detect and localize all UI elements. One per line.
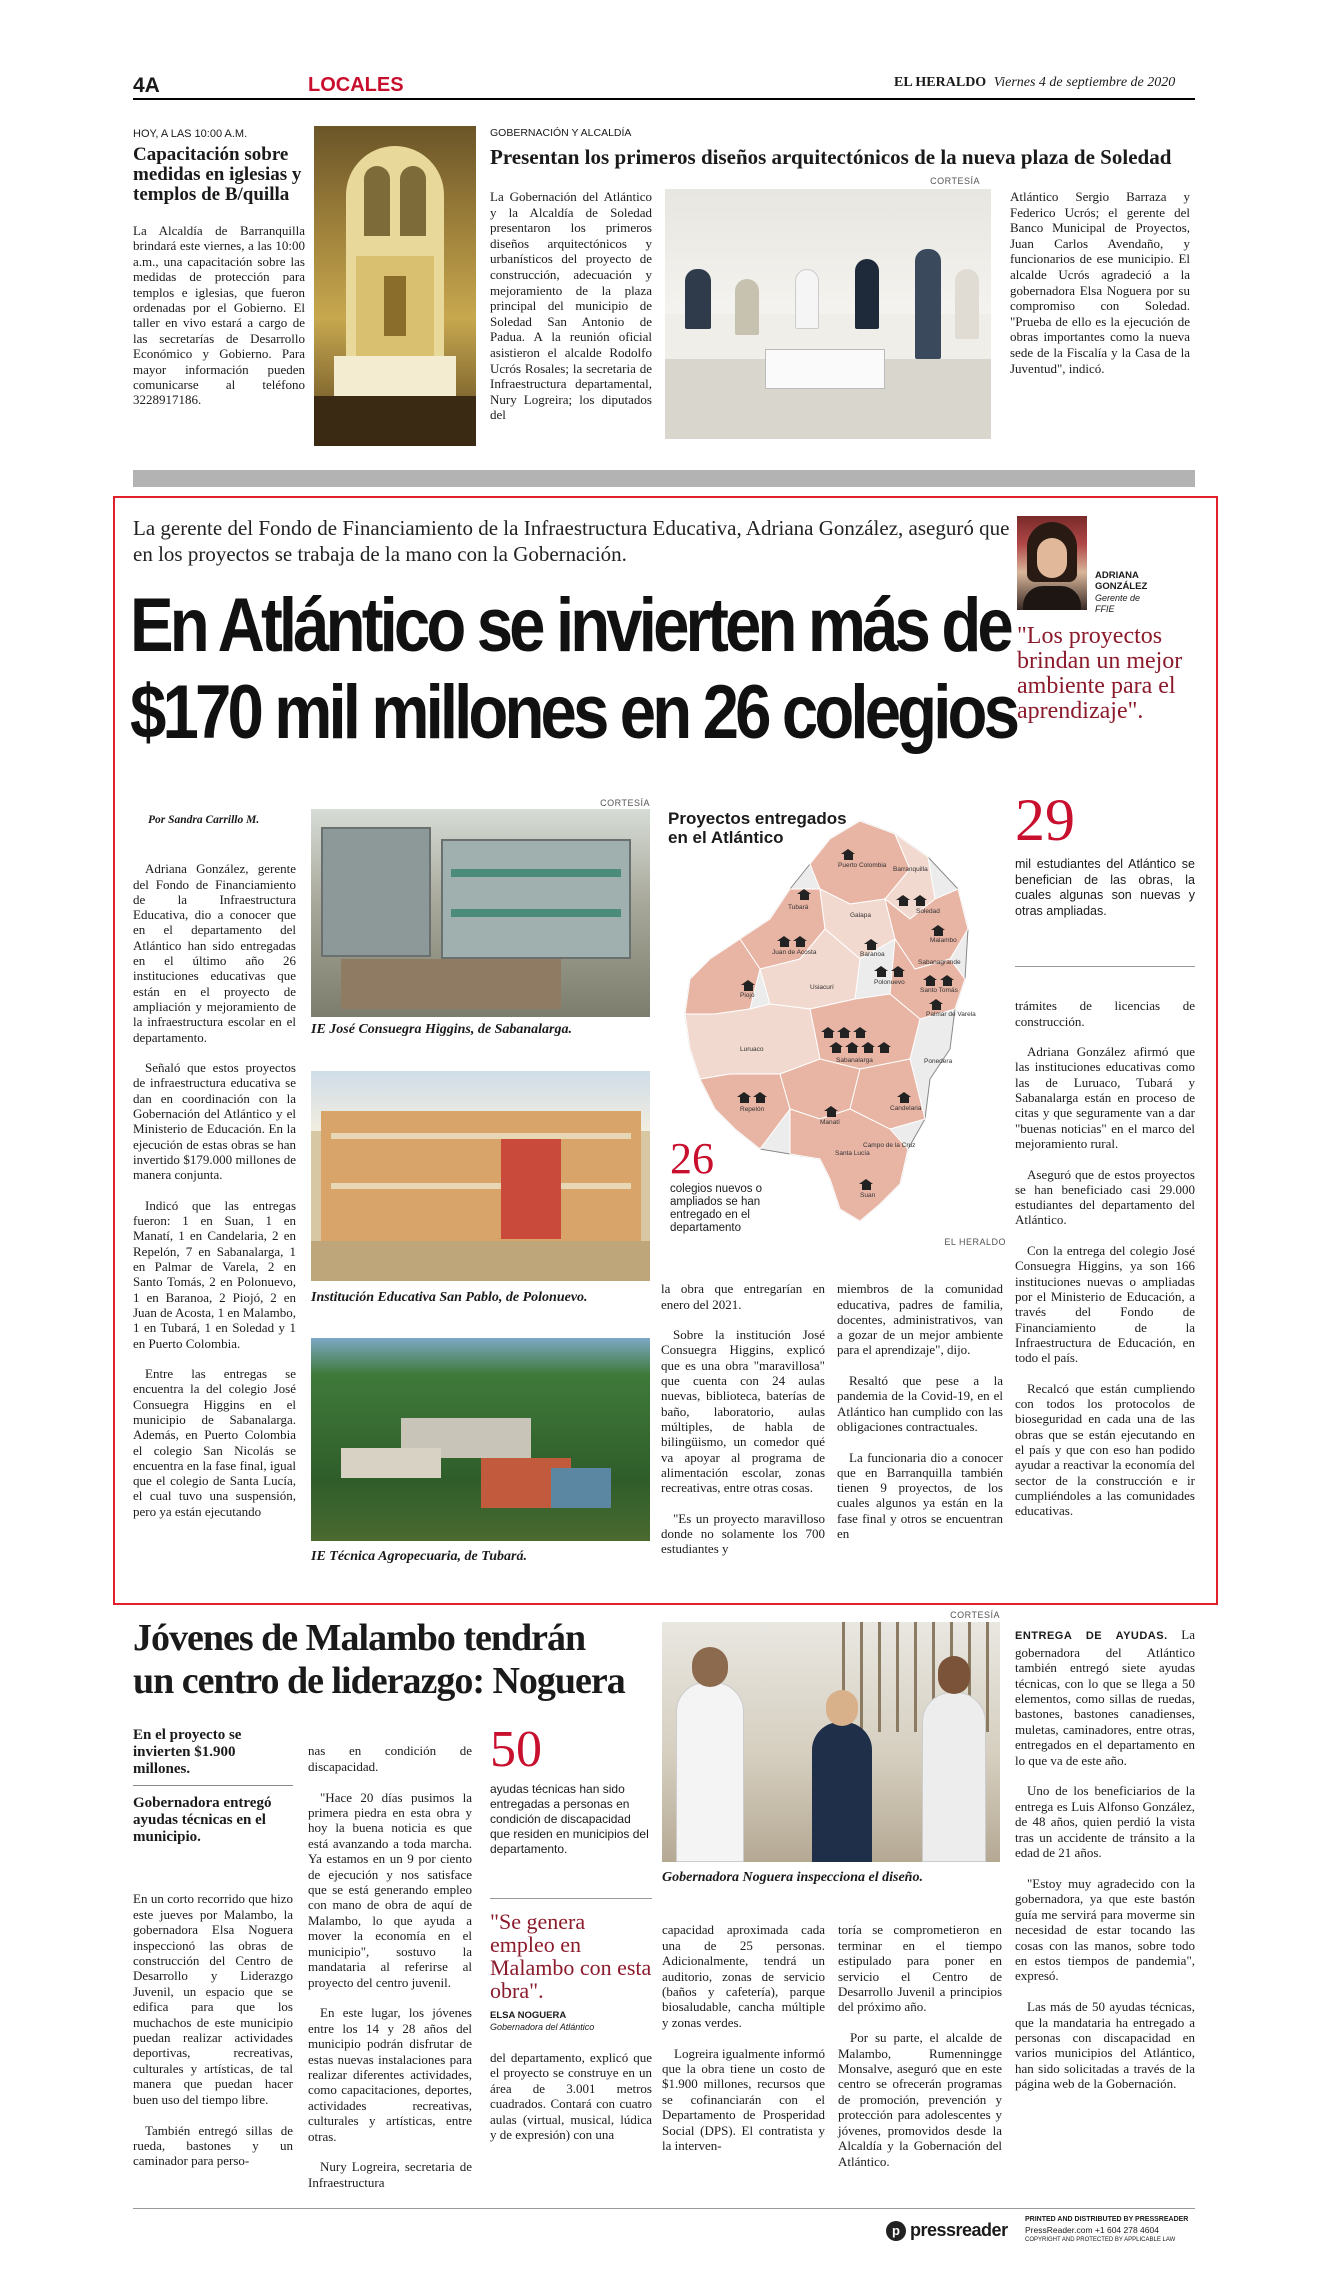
main-col5-p1: trámites de licencias de construcción.: [1015, 998, 1195, 1029]
stat-text: mil estudiantes del Atlántico se benefician de las obras, la cuales algunas son nuevas y otras ampliadas.: [1015, 857, 1195, 918]
malambo-col2-p2: "Hace 20 días pusimos la primera piedra en esta obra y hoy la buena noticia es que está avanzando a toda marcha. Ya estamos en un 9 por ciento de ejecución y nos satisface que se está generando empleo con mano de obra de aquí de Malambo, lo que ayuda a mover la economía en el municipio", sostuvo la mandataria al referirse al proyecto del centro juvenil.: [308, 1789, 472, 1990]
malambo-col1-p2: También entregó sillas de rueda, bastones y un caminador para perso-: [133, 2122, 293, 2169]
main-col4-p2: Resaltó que pese a la pandemia de la Covid-19, en el Atlántico han cumplido con las obligaciones contractuales.: [837, 1373, 1003, 1434]
map-label-palmar-de-varela: Palmar de Varela: [926, 1011, 976, 1018]
malambo-col6-p1: [1015, 1627, 1195, 1768]
malambo-col5: [838, 1907, 1002, 2184]
map-label-barranquilla: Barranquilla: [893, 866, 928, 873]
map-label-repelon: Repelón: [740, 1106, 765, 1113]
footer-line3: COPYRIGHT AND PROTECTED BY APPLICABLE LAW: [1025, 2237, 1176, 2243]
map-title-1: Proyectos entregados: [668, 809, 847, 828]
malambo-stat-number: 50: [490, 1721, 542, 1778]
malambo-col4: [662, 1907, 825, 2169]
footer-rule: [133, 2208, 1195, 2209]
school-marker-icon: [897, 895, 910, 906]
malambo-col6-p4: Las más de 50 ayudas técnicas, que la mandataria ha entregado a personas con discapacidad en varios municipios del Atlántico, han sido solicitadas a través de la página web de la Gobernación.: [1015, 1999, 1195, 2092]
map-label-soledad: Soledad: [916, 908, 940, 915]
pressreader-icon: p: [886, 2221, 906, 2241]
issue-date: Viernes 4 de septiembre de 2020: [993, 75, 1176, 90]
malambo-col4-p1: capacidad aproximada cada una de 25 personas. Adicionalmente, tendrá un auditorio, zonas de servicio (baños y cafetería), parque biosaludable, cancha múltiple y zonas verdes.: [662, 1922, 825, 2030]
main-col5: [1015, 983, 1195, 1534]
school-photo-tubara: [311, 1338, 650, 1541]
school-marker-icon: [878, 1042, 891, 1053]
school-marker-icon: [825, 1106, 838, 1117]
malambo-quote: "Se genera empleo en Malambo con esta obra".: [490, 1909, 652, 2003]
stat-big-number: 29: [1015, 787, 1075, 853]
profile-role-1: Gerente de: [1095, 593, 1141, 603]
map-credit: EL HERALDO: [944, 1237, 1006, 1247]
soledad-col1: La Gobernación del Atlántico y la Alcaldía de Soledad presentaron los primeros diseños arquitectónicos y urbanísticos del proyecto de construcción, adecuación y mejoramiento de la plaza principal del municipio de Soledad San Antonio de Padua. A la reunión oficial asistieron el alcalde Rodolfo Ucrós Rosales; la secretaria de Infraestructura departamental, Nury Logreira; los diputados del: [490, 189, 652, 423]
map-label-tubara: Tubará: [788, 904, 809, 911]
school-marker-icon: [822, 1027, 835, 1038]
section-name: LOCALES: [308, 74, 404, 96]
stat-rule: [1015, 966, 1195, 967]
map-label-luruaco: Luruaco: [740, 1046, 764, 1053]
main-col3-p1: la obra que entregarían en enero del 2021.: [661, 1281, 825, 1312]
malambo-sub1: En el proyecto se invierten $1.900 millones.: [133, 1727, 242, 1777]
map-label-juan-de-acosta: Juan de Acosta: [772, 949, 817, 956]
school-marker-icon: [941, 975, 954, 986]
school-marker-icon: [798, 889, 811, 900]
map-label-baranoa: Baranoa: [860, 951, 885, 958]
footer-line2: PressReader.com +1 604 278 4604: [1025, 2225, 1159, 2235]
map-label-suan: Suan: [860, 1192, 876, 1199]
map-title-2: en el Atlántico: [668, 828, 784, 847]
school-photo-sabanalarga: [311, 809, 650, 1017]
main-col4-p1: miembros de la comunidad educativa, padres de familia, docentes, administrativos, van a gozar de un mejor ambiente para el aprendizaje", dijo.: [837, 1281, 1003, 1358]
school-marker-icon: [930, 999, 943, 1010]
school-marker-icon: [838, 1027, 851, 1038]
map-label-manati: Manatí: [820, 1119, 840, 1126]
school-marker-icon: [742, 980, 755, 991]
main-col5-p4: Con la entrega del colegio José Consuegra Higgins, ya son 166 instituciones nuevas o ampliadas por el Ministerio de Educación, a través del Fondo de Financiamiento de la Infraestructura de Educación, en todo el país.: [1015, 1243, 1195, 1366]
brief-body: La Alcaldía de Barranquilla brindará este viernes, a las 10:00 a.m., una capacitación sobre las medidas de protección para templos e iglesias, que fueron ordenadas por el Gobierno. El taller en vivo estará a cargo de las secretarías de Desarrollo Económico y Gobierno. Para mayor información pueden comunicarse al teléfono 3228917186.: [133, 223, 305, 408]
school-marker-icon: [865, 939, 878, 950]
malambo-photo-caption: Gobernadora Noguera inspecciona el diseño.: [662, 1870, 923, 1885]
main-col1-p3: Indicó que las entregas fueron: 1 en Suan, 1 en Manatí, 1 en Candelaria, 2 en Repelón, 7 en Sabanalarga, 1 en Palmar de Varela, 2 en Santo Tomás, 2 en Polonuevo, 1 en Baranoa, 2 Piojó, 2 en Juan de Acosta, 1 en Malambo, 1 en Tubará, 1 en Soledad y 1 en Puerto Colombia.: [133, 1197, 296, 1351]
main-col1-p1: Adriana González, gerente del Fondo de Financiamiento de la Infraestructura Educativa, dio a conocer que en el departamento del Atlántico han sido entregadas en el último año 26 instituciones educativas que están en el proyecto de ampliación y mejoramiento de la infraestructura escolar en el departamento.: [133, 861, 296, 1045]
school-marker-icon: [875, 966, 888, 977]
malambo-col2-p1: nas en condición de discapacidad.: [308, 1743, 472, 1774]
brief-title: Capacitación sobre medidas en iglesias y templos de B/quilla: [133, 144, 302, 205]
malambo-col6-p1-text: La gobernadora del Atlántico también entregó siete ayudas técnicas, con lo que se llega a 50 elementos, como sillas de ruedas, bastones, bastones canadienses, muletas, caminadores, entre otras, entregados en el departamento en lo que va de este año.: [1015, 1627, 1195, 1768]
school-photo-polonuevo: [311, 1071, 650, 1281]
map-label-galapa: Galapa: [850, 912, 871, 919]
school-marker-icon: [854, 1027, 867, 1038]
school-marker-icon: [932, 925, 945, 936]
malambo-col4-p2: Logreira igualmente informó que la obra tiene un costo de $1.900 millones, recursos que se cofinanciarán con el Departamento de Prosperidad Social (DPS). El contratista y la interven-: [662, 2045, 825, 2154]
map-label-campo-de-la-cruz: Campo de la Cruz: [863, 1142, 916, 1149]
map-infographic: [660, 809, 1008, 1245]
map-label-malambo: Malambo: [930, 937, 957, 944]
malambo-headline-2: un centro de liderazgo: Noguera: [133, 1660, 625, 1702]
map-label-sabanagrande: Sabanagrande: [918, 959, 961, 966]
pressreader-brand: pressreader: [910, 2220, 1008, 2240]
main-photo-credit: CORTESÍA: [600, 798, 650, 808]
main-col4: [837, 1266, 1003, 1557]
map-subtext: colegios nuevos o ampliados se han entregado en el departamento: [670, 1183, 763, 1234]
newspaper-title: EL HERALDO: [894, 75, 987, 90]
main-col3: [661, 1266, 825, 1572]
malambo-col6-p3: "Estoy muy agradecido con la gobernadora, ya que este bastón guía me servirá para moverme sin necesidad de estar tocando las cosas con las manos, sobre todo en estos tiempos de pandemia", expresó.: [1015, 1875, 1195, 1984]
malambo-headline-1: Jóvenes de Malambo tendrán: [133, 1617, 586, 1659]
profile-role-2: FFIE: [1095, 604, 1115, 614]
main-headline-2: $170 mil millones en 26 colegios: [130, 670, 1017, 755]
malambo-stat-rule: [490, 1898, 652, 1899]
malambo-col1: [133, 1876, 293, 2184]
main-col1-p2: Señaló que estos proyectos de infraestructura educativa se dan en coordinación con la Gobernación del Atlántico y el Ministerio de Educación. En la ejecución de estas obras se han invertido $179.000 millones de manera conjunta.: [133, 1060, 296, 1183]
school-marker-icon: [898, 1092, 911, 1103]
malambo-inspection-photo: [662, 1622, 1000, 1862]
malambo-col2: [308, 1728, 472, 2206]
caption-sabanalarga: IE José Consuegra Higgins, de Sabanalarga.: [311, 1022, 572, 1037]
soledad-title: Presentan los primeros diseños arquitectónicos de la nueva plaza de Soledad: [490, 145, 1172, 169]
malambo-sub2: Gobernadora entregó ayudas técnicas en el municipio.: [133, 1795, 272, 1845]
malambo-photo-credit: CORTESÍA: [950, 1610, 1000, 1620]
malambo-col6-p2: Uno de los beneficiarios de la entrega es Luis Alfonso González, de 48 años, quien perdió la vista tras un accidente de tránsito a la edad de 21 años.: [1015, 1783, 1195, 1861]
profile-name-2: GONZÁLEZ: [1095, 581, 1148, 592]
profile-portrait: [1017, 516, 1087, 610]
main-deck: La gerente del Fondo de Financiamiento de la Infraestructura Educativa, Adriana González, aseguró que en los proyectos se trabaja de la mano con la Gobernación.: [133, 516, 1010, 566]
malambo-col3: del departamento, explicó que el proyecto se construye en un área de 3.001 metros cuadrados. Contará con cuatro aulas (virtual, musical, lúdica y de expresión) con una: [490, 2050, 652, 2143]
map-label-santa-lucia: Santa Lucía: [835, 1150, 870, 1157]
pressreader-logo[interactable]: [886, 2220, 1008, 2241]
school-marker-icon: [754, 1092, 767, 1103]
map-label-santo-tomas: Santo Tomás: [920, 987, 958, 994]
malambo-quote-name: ELSA NOGUERA: [490, 2010, 567, 2021]
school-marker-icon: [778, 936, 791, 947]
school-marker-icon: [860, 1179, 873, 1190]
malambo-col2-p4: Nury Logreira, secretaria de Infraestructura: [308, 2159, 472, 2190]
map-label-polonuevo: Polonuevo: [874, 979, 905, 986]
malambo-col5-p2: Por su parte, el alcalde de Malambo, Rumenningge Monsalve, aseguró que en este centro se ofrecerán programas de promoción, prevención y protección para adolescentes y jóvenes, promovidos desde la Alcaldía y la Gobernación del Atlántico.: [838, 2030, 1002, 2169]
header-rule: [133, 98, 1195, 100]
map-big-number: 26: [670, 1134, 714, 1183]
soledad-credit: CORTESÍA: [930, 176, 980, 186]
map-label-candelaria: Candelaria: [890, 1105, 922, 1112]
malambo-stat-text: ayudas técnicas han sido entregadas a personas en condición de discapacidad que residen en municipios del departamento.: [490, 1782, 649, 1856]
malambo-quote-role: Gobernadora del Atlántico: [490, 2022, 595, 2032]
footer-line1: PRINTED AND DISTRIBUTED BY PRESSREADER: [1025, 2216, 1189, 2223]
main-col3-p3: "Es un proyecto maravilloso donde no solamente los 700 estudiantes y: [661, 1510, 825, 1557]
main-col3-p2: Sobre la institución José Consuegra Higgins, explicó que es una obra "maravillosa" que cuenta con 24 aulas nuevas, biblioteca, baterías de baño, laboratorio, aulas múltiples, de habla de bilingüismo, un comedor qué va apoyar al programa de alimentación escolar, zonas recreativas, entre otras cosas.: [661, 1327, 825, 1496]
malambo-col2-p3: En este lugar, los jóvenes entre los 14 y 28 años del municipio podrán disfrutar de estas nuevas instalaciones para realizar diferentes actividades, como capacitaciones, deportes, actividades recreativas, culturales y artísticas, entre otras.: [308, 2005, 472, 2144]
malambo-col1-p1: En un corto recorrido que hizo este jueves por Malambo, la gobernadora Elsa Noguera inspeccionó las obras de construcción del Centro de Desarrollo y Liderazgo Juvenil, un espacio que se edifica para que los muchachos de este municipio puedan realizar actividades deportivas, recreativas, culturales y artísticas, de tal manera que puedan hacer buen uso del tiempo libre.: [133, 1891, 293, 2107]
map-label-ponedera: Ponedera: [924, 1058, 953, 1065]
malambo-sub-rule: [133, 1785, 293, 1786]
school-marker-icon: [924, 975, 937, 986]
newspaper-name: [894, 75, 1175, 91]
school-marker-icon: [862, 1042, 875, 1053]
brief-kicker: HOY, A LAS 10:00 A.M.: [133, 128, 248, 140]
church-photo: [314, 126, 476, 446]
main-col5-p3: Aseguró que de estos proyectos se han beneficiado casi 29.000 estudiantes del departamento del Atlántico.: [1015, 1166, 1195, 1228]
school-marker-icon: [842, 849, 855, 860]
main-col1-p4: Entre las entregas se encuentra la del colegio José Consuegra Higgins en el municipio de Sabanalarga. Además, en Puerto Colombia el colegio San Nicolás se encuentra en la fase final, igual que el colegio de Santa Lucía, el cual tuvo una suspensión, pero ya están ejecutando: [133, 1366, 296, 1519]
map-label-piojo: Piojó: [740, 992, 755, 999]
main-col5-p5: Recalcó que están cumpliendo con todos los protocolos de bioseguridad en cada una de las obras que se están ejecutando en el país y que con eso han podido ayudar a reactivar la economía del sector de la construcción e ir cumpliéndoles a las comunidades educativas.: [1015, 1380, 1195, 1519]
byline: Por Sandra Carrillo M.: [148, 814, 260, 826]
caption-polonuevo: Institución Educativa San Pablo, de Polonuevo.: [311, 1290, 588, 1305]
main-headline-1: En Atlántico se invierten más de: [130, 583, 1010, 668]
malambo-col6: [1015, 1612, 1195, 2107]
pull-quote: "Los proyectos brindan un mejor ambiente para el aprendizaje".: [1017, 623, 1183, 724]
profile-name-1: ADRIANA: [1095, 570, 1139, 581]
soledad-kicker: GOBERNACIÓN Y ALCALDÍA: [490, 127, 632, 139]
school-marker-icon: [738, 1092, 751, 1103]
school-marker-icon: [892, 966, 905, 977]
map-label-usiacuri: Usiacurí: [810, 984, 834, 991]
separator-bar: [133, 470, 1195, 487]
map-label-puerto-colombia: Puerto Colombia: [838, 862, 887, 869]
soledad-col2: Atlántico Sergio Barraza y Federico Ucrós; el gerente del Banco Municipal de Proyectos, Juan Carlos Avendaño, y funcionarios de ese municipio. El alcalde Ucrós agradeció a la gobernadora Elsa Noguera por su compromiso con Soledad. "Prueba de ello es la ejecución de obras importantes como la nueva sede de la Fiscalía y la Casa de la Juventud", indicó.: [1010, 189, 1190, 376]
school-marker-icon: [794, 936, 807, 947]
school-marker-icon: [846, 1042, 859, 1053]
school-marker-icon: [914, 895, 927, 906]
map-label-sabanalarga: Sabanalarga: [836, 1057, 873, 1064]
page-number: 4A: [133, 74, 160, 97]
malambo-col5-p1: toría se comprometieron en terminar en el tiempo estipulado para poner en servicio el Centro de Desarrollo Juvenil a principios del próximo año.: [838, 1922, 1002, 2015]
soledad-meeting-photo: [665, 189, 991, 439]
main-col4-p3: La funcionaria dio a conocer que en Barranquilla también tienen 9 proyectos, de los cuales algunos ya están en la fase final y otros se encuentran en: [837, 1449, 1003, 1542]
malambo-col6-head: ENTREGA DE AYUDAS.: [1015, 1630, 1168, 1643]
main-col5-p2: Adriana González afirmó que las instituciones educativas como las de Luruaco, Tubará y Sabanalarga están en proceso de citas y que seguramente van a dar "buenas noticias" en el marco del mejoramiento rural.: [1015, 1044, 1195, 1151]
main-col1: [133, 846, 296, 1534]
school-marker-icon: [830, 1042, 843, 1053]
caption-tubara: IE Técnica Agropecuaria, de Tubará.: [311, 1549, 527, 1564]
